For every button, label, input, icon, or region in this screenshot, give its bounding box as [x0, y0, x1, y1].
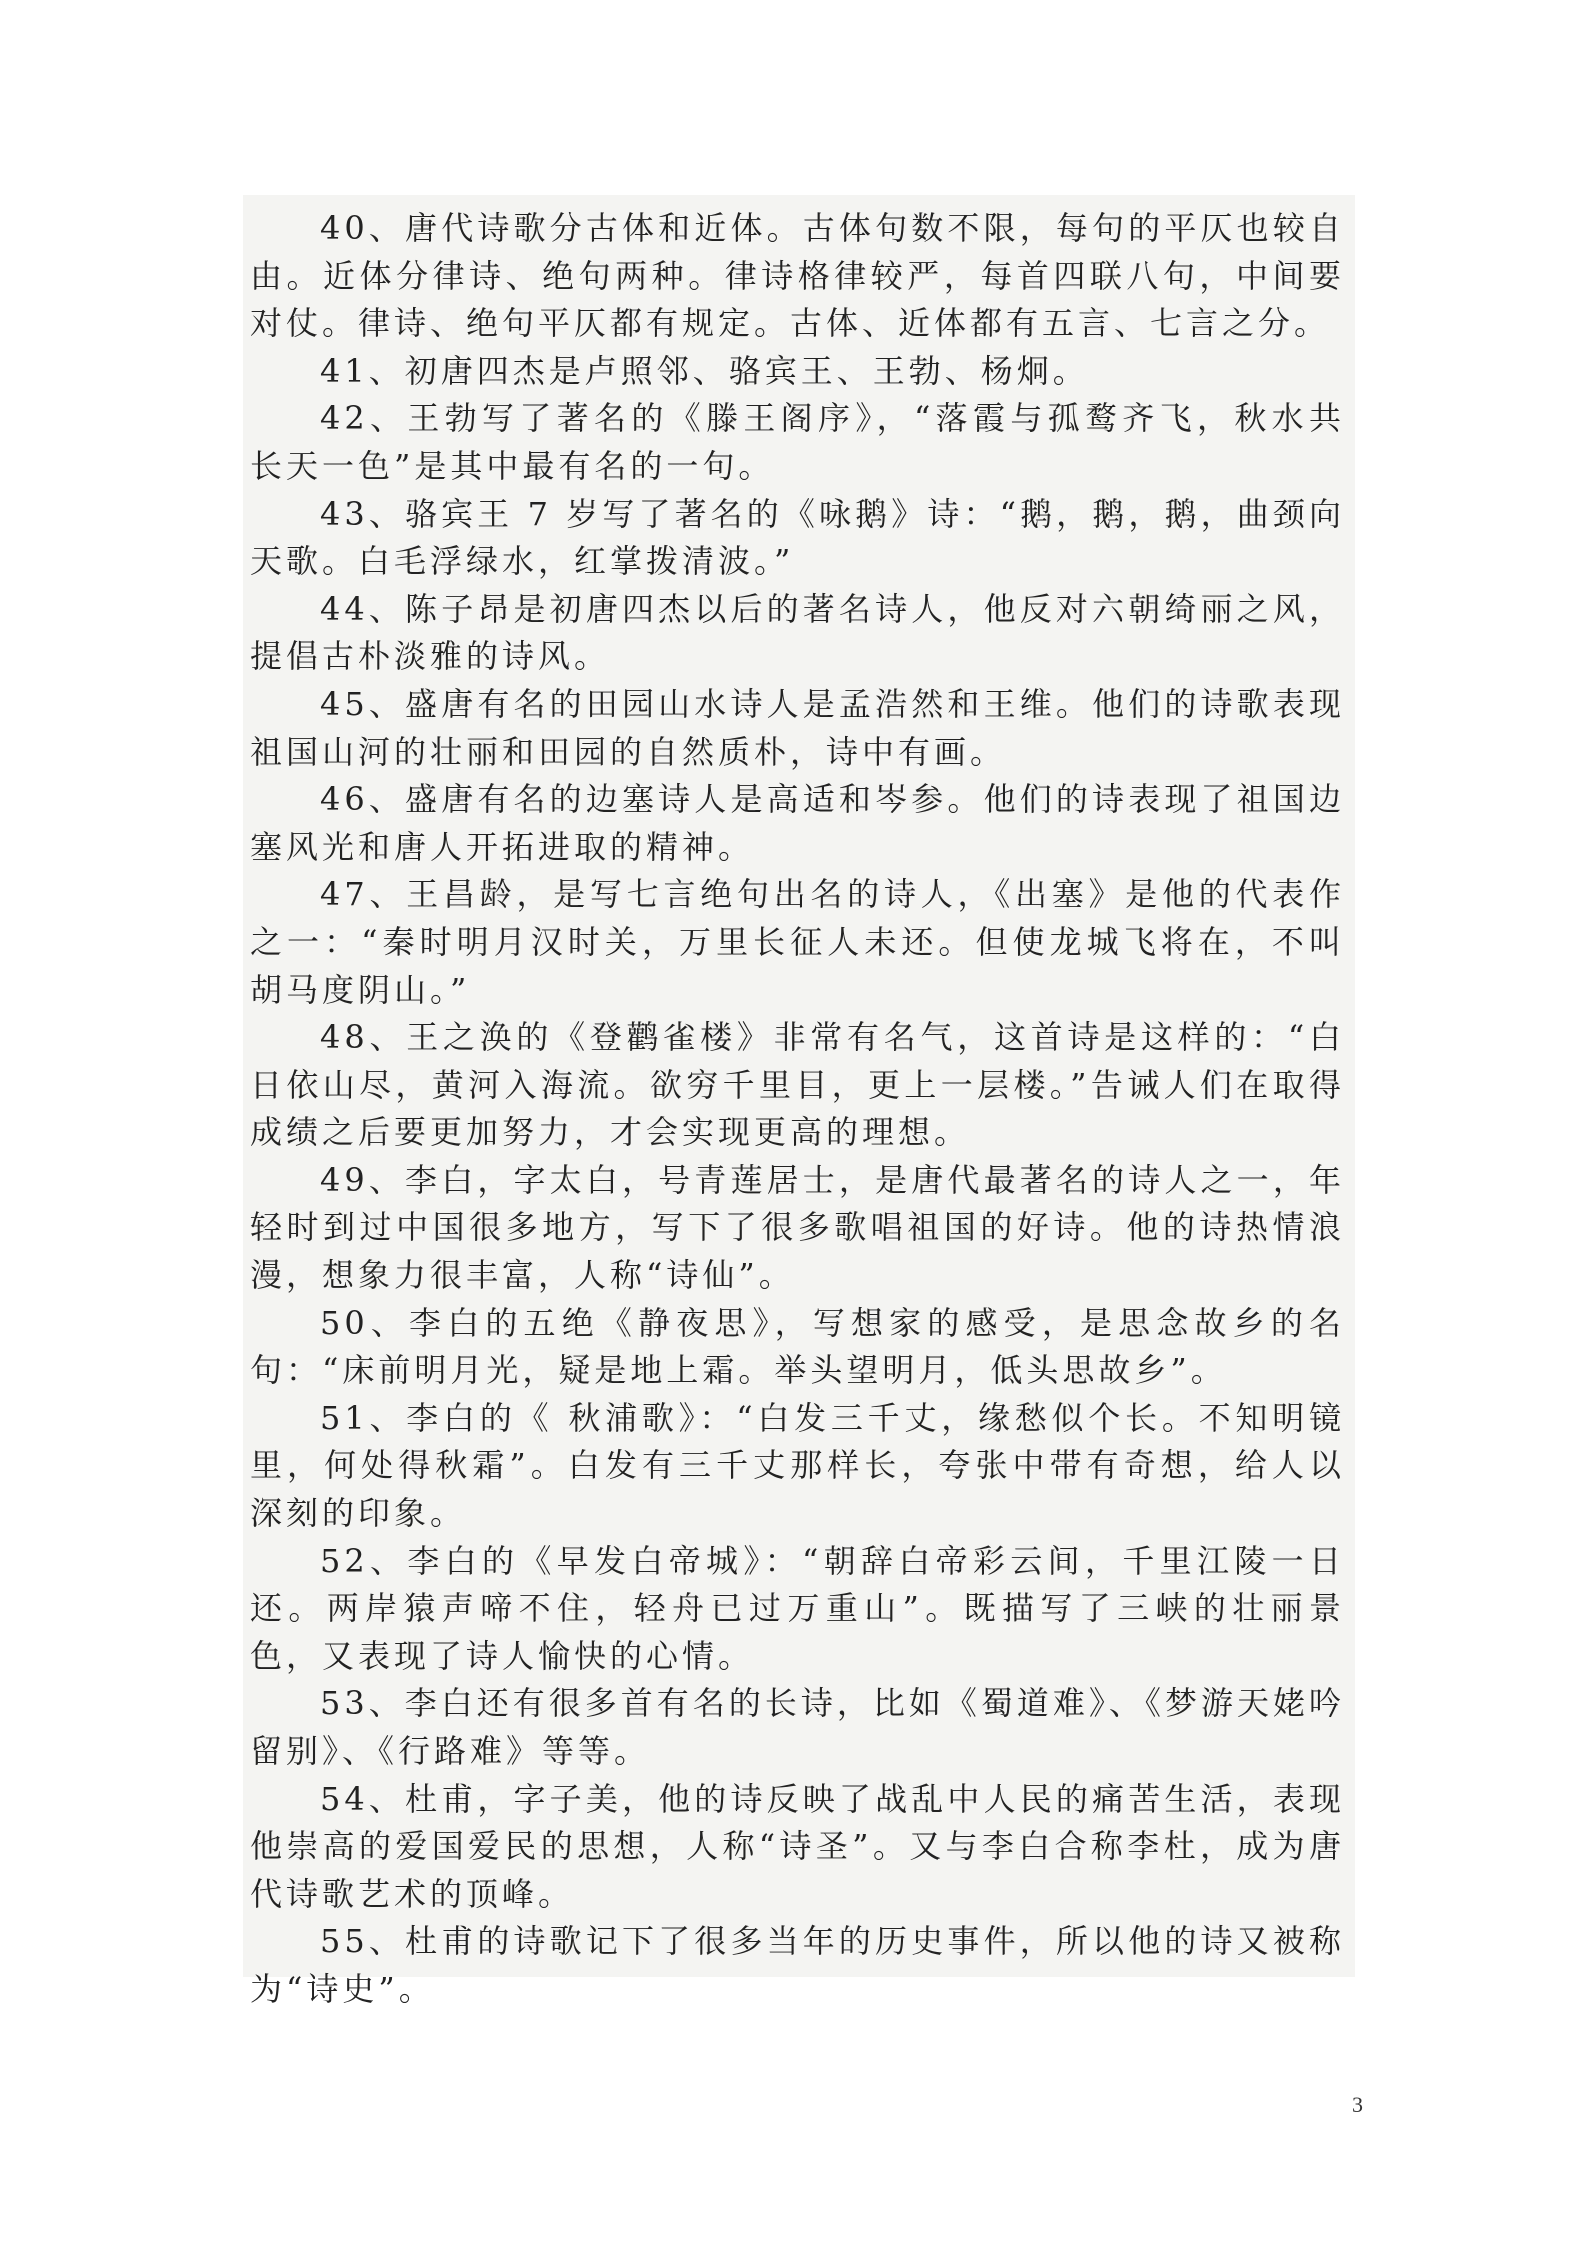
paragraph-51: 51、李白的《 秋浦歌》：“白发三千丈，缘愁似个长。不知明镜里，何处得秋霜”。白发有三千丈那样长，夸张中带有奇想，给人以深刻的印象。: [250, 1398, 1345, 1533]
paragraph-55: 55、杜甫的诗歌记下了很多当年的历史事件，所以他的诗又被称为“诗史”。: [250, 1922, 1345, 2008]
paragraph-45: 45、盛唐有名的田园山水诗人是孟浩然和王维。他们的诗歌表现祖国山河的壮丽和田园的自然质朴，诗中有画。: [250, 684, 1345, 771]
paragraph-47: 47、王昌龄，是写七言绝句出名的诗人，《出塞》是他的代表作之一：“秦时明月汉时关，万里长征人未还。但使龙城飞将在，不叫胡马度阴山。”: [250, 875, 1345, 1009]
paragraph-48: 48、王之涣的《登鹳雀楼》非常有名气，这首诗是这样的：“白日依山尽，黄河入海流。欲穷千里目，更上一层楼。”告诫人们在取得成绩之后要更加努力，才会实现更高的理想。: [250, 1018, 1345, 1152]
paragraph-42: 42、王勃写了著名的《滕王阁序》，“落霞与孤鹜齐飞，秋水共长天一色”是其中最有名的一句。: [250, 399, 1345, 485]
paragraph-54: 54、杜甫，字子美，他的诗反映了战乱中人民的痛苦生活，表现他崇高的爱国爱民的思想，人称“诗圣”。又与李白合称李杜，成为唐代诗歌艺术的顶峰。: [250, 1779, 1345, 1913]
page-number: 3: [1352, 2092, 1363, 2117]
paragraph-40: 40、唐代诗歌分古体和近体。古体句数不限，每句的平仄也较自由。近体分律诗、绝句两种。律诗格律较严，每首四联八句，中间要对仗。律诗、绝句平仄都有规定。古体、近体都有五言、七言之分。: [250, 209, 1345, 343]
paragraph-52: 52、李白的《早发白帝城》：“朝辞白帝彩云间，千里江陵一日还。两岸猿声啼不住，轻舟已过万重山”。既描写了三峡的壮丽景色，又表现了诗人愉快的心情。: [250, 1541, 1345, 1675]
paragraph-53: 53、李白还有很多首有名的长诗，比如《蜀道难》、《梦游天姥吟留别》、《行路难》等等。: [250, 1684, 1345, 1770]
text-block: [243, 195, 1355, 2008]
paragraph-49: 49、李白，字太白，号青莲居士，是唐代最著名的诗人之一，年轻时到过中国很多地方，写下了很多歌唱祖国的好诗。他的诗热情浪漫，想象力很丰富，人称“诗仙”。: [250, 1160, 1345, 1295]
paragraph-46: 46、盛唐有名的边塞诗人是高适和岑参。他们的诗表现了祖国边塞风光和唐人开拓进取的精神。: [250, 780, 1345, 866]
paragraph-44: 44、陈子昂是初唐四杰以后的著名诗人，他反对六朝绮丽之风，提倡古朴淡雅的诗风。: [250, 589, 1345, 676]
paragraph-43: 43、骆宾王 7 岁写了著名的《咏鹅》诗：“鹅，鹅，鹅，曲颈向天歌。白毛浮绿水，红掌拨清波。”: [250, 494, 1345, 581]
paragraph-50: 50、李白的五绝《静夜思》，写想家的感受，是思念故乡的名句：“床前明月光，疑是地上霜。举头望明月，低头思故乡”。: [250, 1303, 1345, 1390]
paragraph-41: 41、初唐四杰是卢照邻、骆宾王、王勃、杨炯。: [320, 351, 1089, 390]
